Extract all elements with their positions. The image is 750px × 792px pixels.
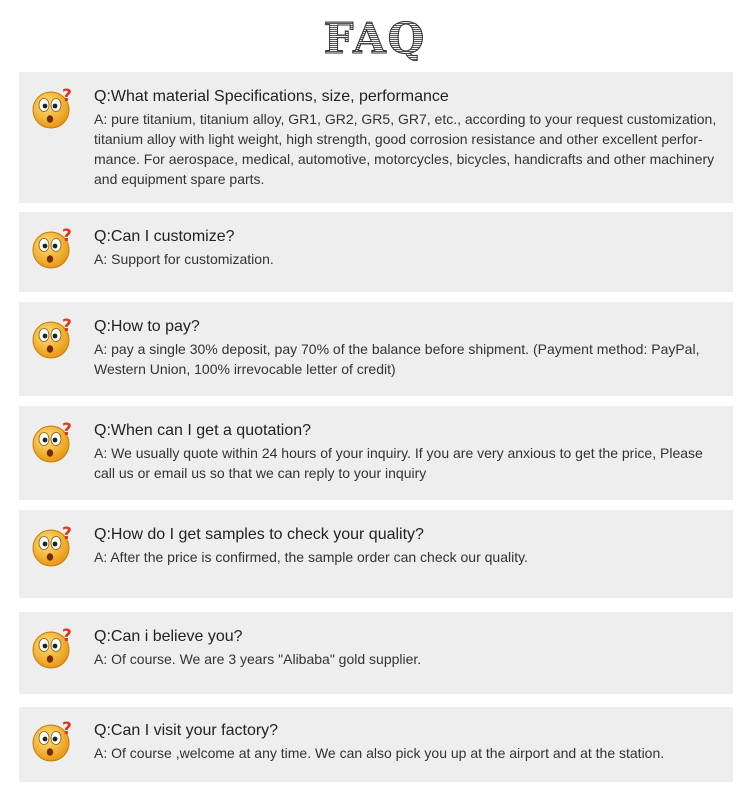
faq-answer: A: pure titanium, titanium alloy, GR1, GR2, GR5, GR7, etc., according to your request customization, titanium alloy with light weight, high strength, good corrosion resistance and other excellent perfor-mance. For aerospace, medical, automotive, motorcycles, bicycles, handicrafts and other machinery and equipment spare parts. (94, 111, 717, 187)
faq-card (19, 212, 733, 292)
faq-question: Q:What material Specifications, size, performance (94, 88, 449, 105)
surprised-face-with-question-mark-icon (31, 316, 75, 360)
faq-answer: A: We usually quote within 24 hours of your inquiry. If you are very anxious to get the price, Please call us or email us so that we can reply to your inquiry (94, 445, 703, 481)
faq-question: Q:Can I visit your factory? (94, 722, 279, 739)
svg-text:?: ? (62, 226, 72, 246)
page-title: FAQ (0, 14, 750, 64)
svg-text:?: ? (62, 626, 72, 646)
faq-question: Q:Can i believe you? (94, 628, 243, 645)
faq-question: Q:How to pay? (94, 318, 200, 335)
svg-text:?: ? (62, 420, 72, 440)
faq-question: Q:Can I customize? (94, 228, 235, 245)
surprised-face-with-question-mark-icon (31, 420, 75, 464)
faq-answer: A: After the price is confirmed, the sample order can check our quality. (94, 549, 528, 565)
faq-card (19, 302, 733, 396)
faq-answer: A: Support for customization. (94, 251, 274, 267)
faq-card (19, 72, 733, 203)
surprised-face-with-question-mark-icon (31, 86, 75, 130)
faq-card (19, 406, 733, 500)
faq-card (19, 510, 733, 598)
surprised-face-with-question-mark-icon (31, 226, 75, 270)
surprised-face-with-question-mark-icon (31, 626, 75, 670)
svg-text:?: ? (62, 86, 72, 106)
faq-question: Q:When can I get a quotation? (94, 422, 312, 439)
faq-card (19, 612, 733, 694)
svg-text:?: ? (62, 719, 72, 739)
faq-answer: A: Of course ,welcome at any time. We can also pick you up at the airport and at the station. (94, 745, 665, 761)
faq-answer: A: pay a single 30% deposit, pay 70% of the balance before shipment. (Payment method: PayPal, Western Union, 100% irrevocable letter of credit) (94, 341, 700, 377)
faq-question: Q:How do I get samples to check your quality? (94, 526, 424, 543)
svg-text:?: ? (62, 316, 72, 336)
surprised-face-with-question-mark-icon (31, 719, 75, 763)
faq-answer: A: Of course. We are 3 years "Alibaba" gold supplier. (94, 651, 422, 667)
svg-text:?: ? (62, 524, 72, 544)
surprised-face-with-question-mark-icon (31, 524, 75, 568)
faq-card (19, 707, 733, 782)
